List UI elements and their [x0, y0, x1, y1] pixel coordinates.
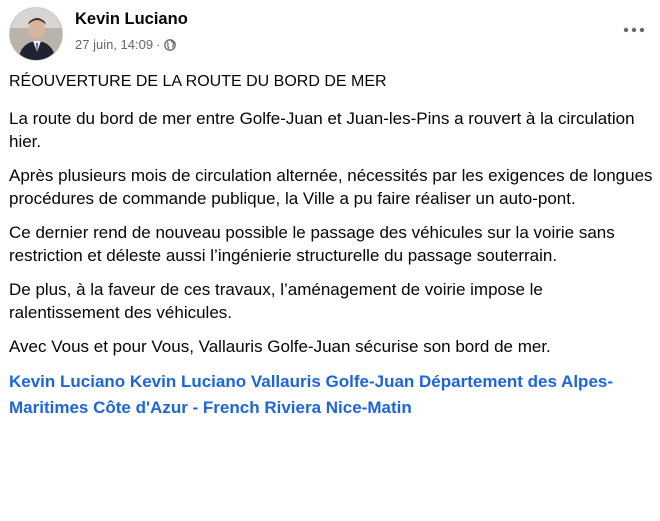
tag-link[interactable]: Kevin Luciano [129, 372, 247, 391]
post-body [9, 70, 653, 421]
tag-link[interactable]: Vallauris Golfe-Juan [250, 372, 415, 391]
post-paragraph: Après plusieurs mois de circulation alternée, nécessités par les exigences de longues procédures de commande publique, la Ville a pu faire réaliser un auto-pont. [9, 166, 653, 208]
post-headline: RÉOUVERTURE DE LA ROUTE DU BORD DE MER [9, 73, 387, 90]
tag-link[interactable]: Côte d'Azur - French Riviera [93, 398, 322, 417]
meta-separator: · [156, 37, 161, 52]
avatar-portrait [10, 8, 63, 61]
tag-link[interactable]: Nice-Matin [325, 398, 412, 417]
post-tags [9, 369, 653, 421]
more-options-button[interactable] [620, 20, 648, 40]
avatar[interactable] [9, 7, 63, 61]
post-paragraph: De plus, à la faveur de ces travaux, l’aménagement de voirie impose le ralentissement des véhicules. [9, 280, 543, 322]
globe-icon[interactable] [164, 39, 176, 51]
author-name[interactable]: Kevin Luciano [75, 10, 188, 28]
tag-link[interactable]: Kevin Luciano [9, 372, 126, 391]
more-options-icon [623, 27, 645, 33]
post-paragraph: La route du bord de mer entre Golfe-Juan et Juan-les-Pins a rouvert à la circulation hier. [9, 109, 635, 151]
post-timestamp[interactable]: 27 juin, 14:09 [75, 37, 154, 52]
post-meta [75, 37, 176, 52]
post-header [9, 6, 648, 62]
tag-link[interactable]: Département des Alpes-Maritimes [9, 372, 614, 417]
post-paragraph: Ce dernier rend de nouveau possible le passage des véhicules sur la voirie sans restriction et déleste aussi l’ingénierie structurelle du passage souterrain. [9, 223, 615, 265]
post-paragraph: Avec Vous et pour Vous, Vallauris Golfe-Juan sécurise son bord de mer. [9, 337, 551, 356]
